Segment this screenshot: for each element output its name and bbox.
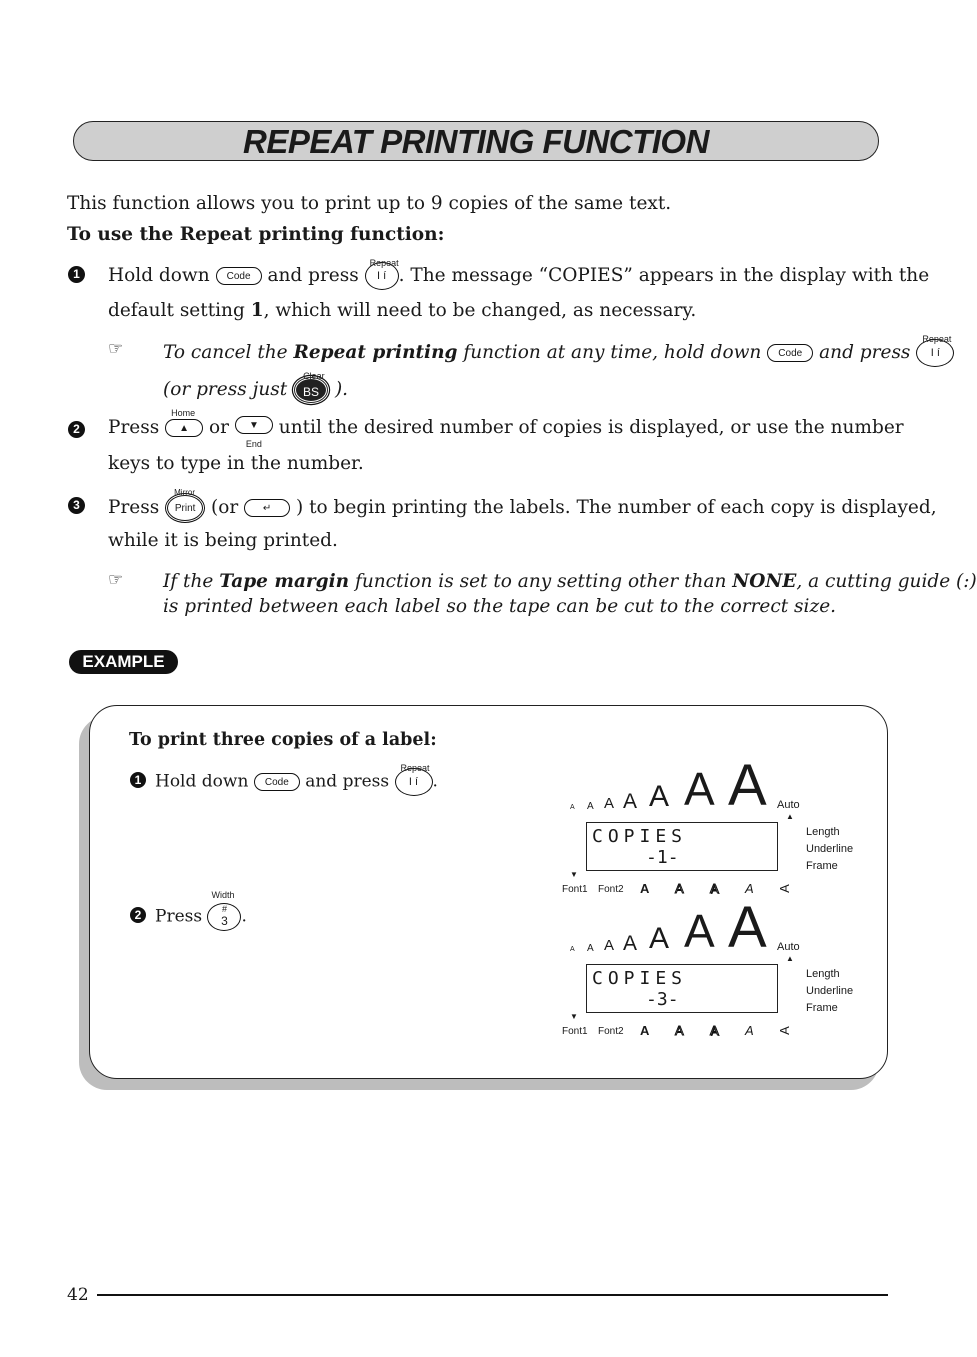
size-a-1: A xyxy=(570,946,575,953)
size-a-4: A xyxy=(623,932,638,955)
note-2-text-e: , a cutting guide (:) xyxy=(796,571,977,592)
size-a-7: A xyxy=(728,895,767,960)
repeat-key-face: I í xyxy=(930,347,940,359)
step-2-text-b: or xyxy=(209,417,229,438)
size-a-6: A xyxy=(684,905,715,957)
note-2-text-d: NONE xyxy=(732,571,797,592)
lcd-screen-1-value: -1- xyxy=(646,847,679,868)
length-label: Length xyxy=(806,826,840,838)
note-1-text-a: To cancel the xyxy=(163,342,288,363)
step-1-line-1 xyxy=(108,258,930,290)
bs-key xyxy=(293,371,329,404)
lcd-screen-1 xyxy=(586,822,778,871)
lcd-screen-2 xyxy=(586,964,778,1013)
step-3-bullet: 3 xyxy=(68,497,85,514)
step-2-text-c: until the desired number of copies is displayed, or use the number xyxy=(278,417,904,438)
title-banner xyxy=(73,121,879,161)
repeat-key-label: Repeat xyxy=(400,763,430,773)
code-key: Code xyxy=(254,773,300,791)
font2-label: Font2 xyxy=(598,1026,624,1037)
size-a-3: A xyxy=(604,937,615,954)
lcd-display-2 xyxy=(560,895,854,1038)
size-a-3: A xyxy=(604,795,615,812)
length-label: Length xyxy=(806,968,840,980)
end-key xyxy=(235,416,273,449)
up-arrow-icon: ▲ xyxy=(179,423,190,434)
note-2-line-1 xyxy=(163,570,977,594)
note-2-text-f: is printed between each label so the tape can be cut to the correct size. xyxy=(163,596,837,617)
note-2-text-a: If the xyxy=(163,571,214,592)
hand-pointer-icon: ☞ xyxy=(108,570,124,590)
example-step-1-bullet: 1 xyxy=(130,772,146,788)
font2-label: Font2 xyxy=(598,884,624,895)
note-1-text-b: Repeat printing xyxy=(293,342,458,363)
step-3-text-d: while it is being printed. xyxy=(108,530,338,551)
frame-label: Frame xyxy=(806,1002,838,1014)
example-step-2-text-b: . xyxy=(241,906,247,927)
step-2-line-1 xyxy=(108,408,904,449)
indicator-down-icon: ▼ xyxy=(570,870,578,879)
note-1-text-e: (or press just xyxy=(163,379,288,400)
bs-key-face: BS xyxy=(303,385,320,399)
three-key xyxy=(207,890,241,931)
example-badge: EXAMPLE xyxy=(69,650,178,674)
repeat-key xyxy=(395,763,433,796)
step-1-default-value: 1 xyxy=(250,300,264,321)
example-step-2-bullet: 2 xyxy=(130,907,146,923)
step-1-text-e: , which will need to be changed, as necessary. xyxy=(263,300,697,321)
style-shadow-icon: A xyxy=(710,881,719,896)
footer-rule xyxy=(97,1294,888,1296)
font1-label: Font1 xyxy=(562,884,588,895)
note-2-text-b: Tape margin xyxy=(219,571,350,592)
lcd-screen-2-text: COPIES xyxy=(592,968,688,989)
size-a-7: A xyxy=(728,753,767,818)
frame-label: Frame xyxy=(806,860,838,872)
end-key-label: End xyxy=(245,439,262,449)
note-1-text-c: function at any time, hold down xyxy=(463,342,762,363)
style-vertical-icon: A xyxy=(776,884,792,893)
size-a-1: A xyxy=(570,804,575,811)
width-key-label: Width xyxy=(211,890,235,900)
size-a-2: A xyxy=(587,943,594,954)
size-a-4: A xyxy=(623,790,638,813)
repeat-key-face: I í xyxy=(377,270,387,282)
repeat-key xyxy=(365,258,399,290)
step-1-text-d: default setting xyxy=(108,300,245,321)
lcd-screen-1-text: COPIES xyxy=(592,826,688,847)
example-step-2 xyxy=(155,890,247,931)
enter-key xyxy=(244,499,290,517)
step-1-text-b: and press xyxy=(267,265,359,286)
font1-label: Font1 xyxy=(562,1026,588,1037)
note-2-text-c: function is set to any setting other than xyxy=(354,571,727,592)
lcd-value-2: 3 xyxy=(656,989,668,1010)
step-1-line-2 xyxy=(108,299,696,323)
lcd-value-1: 1 xyxy=(656,847,668,868)
down-arrow-icon: ▼ xyxy=(248,420,259,431)
repeat-key-face: I í xyxy=(408,776,419,788)
example-heading: To print three copies of a label: xyxy=(129,730,437,750)
size-a-5: A xyxy=(649,922,670,955)
three-key-face: 3 xyxy=(221,914,228,928)
home-key-label: Home xyxy=(171,408,196,418)
indicator-down-icon: ▼ xyxy=(570,1012,578,1021)
step-3-text-a: Press xyxy=(108,497,160,518)
example-step-1 xyxy=(155,763,438,796)
size-a-5: A xyxy=(649,780,670,813)
step-3-line-1 xyxy=(108,488,937,523)
step-3-text-b: (or xyxy=(211,497,239,518)
style-outline-icon: A xyxy=(675,881,684,896)
repeat-key-label: Repeat xyxy=(922,334,952,344)
page-title: REPEAT PRINTING FUNCTION xyxy=(243,123,709,160)
how-to-heading: To use the Repeat printing function: xyxy=(67,224,445,245)
lcd-right-labels xyxy=(806,966,853,1017)
lcd-right-labels xyxy=(806,824,853,875)
enter-arrow-icon: ↵ xyxy=(262,503,272,514)
indicator-up-icon: ▲ xyxy=(786,954,794,963)
example-step-2-text-a: Press xyxy=(155,906,203,927)
note-1-text-d: and press xyxy=(819,342,911,363)
clear-key-label: Clear xyxy=(303,371,325,381)
note-1-text-f: ). xyxy=(334,379,349,400)
mirror-key-label: Mirror xyxy=(174,488,196,497)
lcd-display-1 xyxy=(560,753,854,896)
style-bold-icon: A xyxy=(640,881,650,896)
code-key: Code xyxy=(216,267,262,285)
home-key xyxy=(165,408,203,437)
step-2-bullet: 2 xyxy=(68,421,85,438)
note-1-line-1 xyxy=(163,334,954,367)
style-bold-icon: A xyxy=(640,1023,650,1038)
hash-symbol: # xyxy=(221,904,227,914)
step-3-text-c: ) to begin printing the labels. The number of each copy is displayed, xyxy=(296,497,937,518)
step-1-bullet: 1 xyxy=(68,266,85,283)
print-key xyxy=(165,488,205,523)
step-2-text-a: Press xyxy=(108,417,160,438)
underline-label: Underline xyxy=(806,985,854,997)
example-step-1-text-b: and press xyxy=(305,771,390,792)
underline-label: Underline xyxy=(806,843,854,855)
indicator-up-icon: ▲ xyxy=(786,812,794,821)
auto-label: Auto xyxy=(777,799,800,811)
lcd-screen-2-value: -3- xyxy=(646,989,679,1010)
repeat-key-label: Repeat xyxy=(369,258,399,268)
style-italic-icon: A xyxy=(745,881,754,896)
print-key-face: Print xyxy=(174,503,196,514)
example-step-1-text-c: . xyxy=(432,771,438,792)
style-vertical-icon: A xyxy=(776,1026,792,1035)
step-1-text-a: Hold down xyxy=(108,265,210,286)
step-1-text-c: . The message “COPIES” appears in the display with the xyxy=(398,265,930,286)
note-1-line-2 xyxy=(163,371,349,404)
intro-text: This function allows you to print up to 9 copies of the same text. xyxy=(67,193,672,214)
hand-pointer-icon: ☞ xyxy=(108,339,124,359)
style-outline-icon: A xyxy=(675,1023,684,1038)
style-italic-icon: A xyxy=(745,1023,754,1038)
repeat-key xyxy=(916,334,954,367)
size-a-6: A xyxy=(684,763,715,815)
code-key: Code xyxy=(767,344,813,362)
style-shadow-icon: A xyxy=(710,1023,719,1038)
page-number: 42 xyxy=(67,1285,89,1305)
step-2-text-d: keys to type in the number. xyxy=(108,453,364,474)
size-a-2: A xyxy=(587,801,594,812)
example-step-1-text-a: Hold down xyxy=(155,771,249,792)
auto-label: Auto xyxy=(777,941,800,953)
